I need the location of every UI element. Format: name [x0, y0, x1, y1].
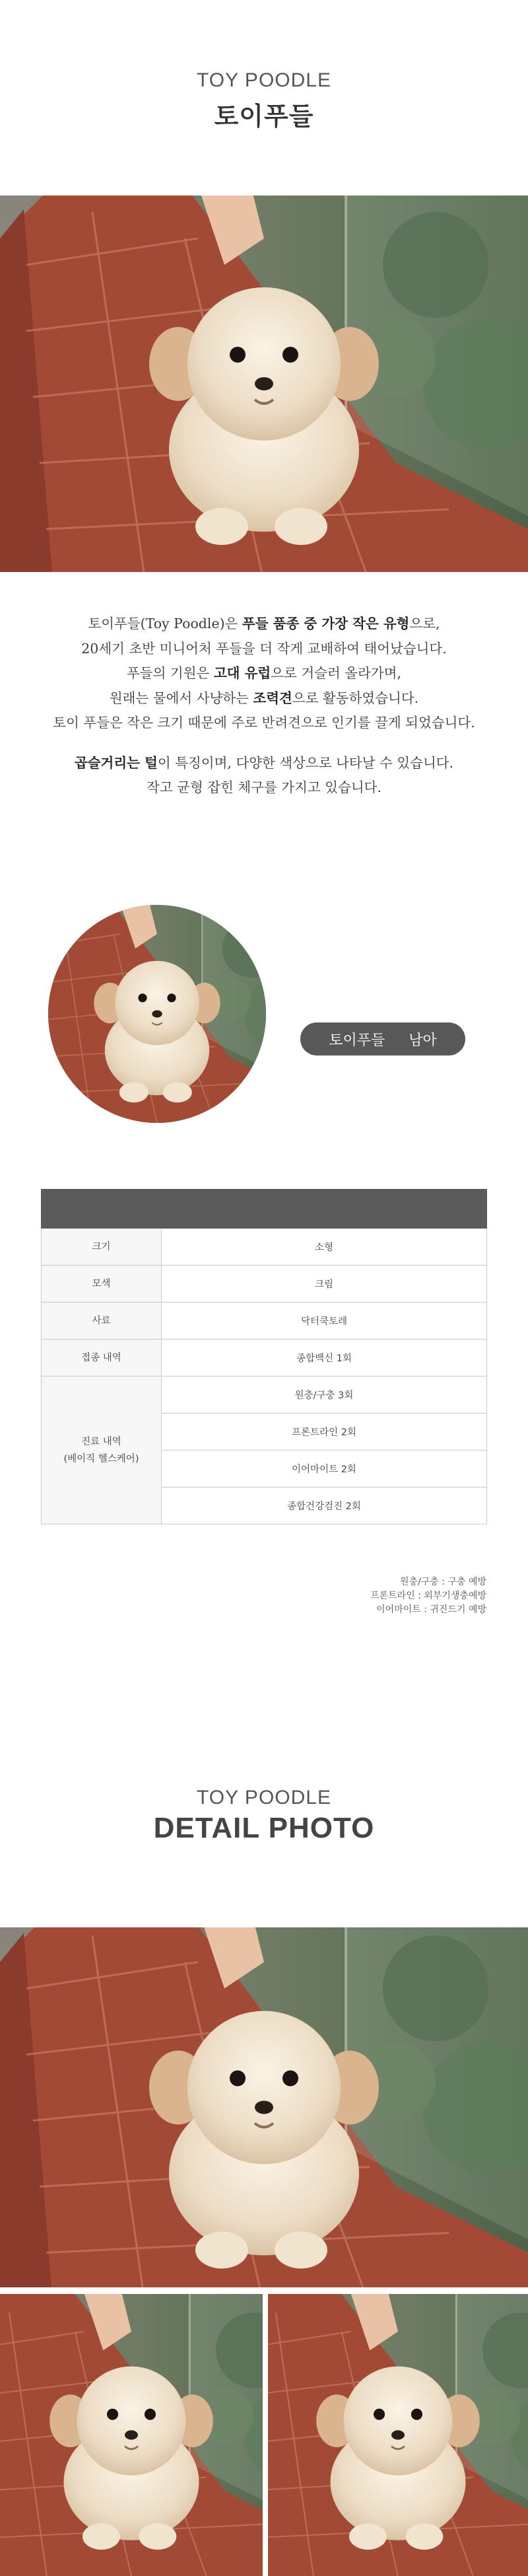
top-title-block	[0, 69, 528, 132]
top-ko-title: 토이푸들	[214, 102, 314, 131]
desc-line-3: 푸들의 기원은 고대 유럽으로 거슬러 올라가며,	[127, 665, 401, 681]
desc-line-5: 토이 푸들은 작은 크기 때문에 주로 반려견으로 인기를 끌게 되었습니다.	[53, 715, 475, 731]
desc-line-2: 20세기 초반 미니어처 푸들을 더 작게 교배하여 태어났습니다.	[81, 640, 447, 657]
desc-line-7: 작고 균형 잡힌 체구를 가지고 있습니다.	[147, 779, 381, 795]
care-notes	[370, 1575, 486, 1617]
detail-puppy-photo-right	[268, 2294, 528, 2576]
care-item: 이어마이트 2회	[162, 1450, 487, 1487]
care-item: 종합건강검진 2회	[162, 1487, 487, 1524]
care-item: 프론트라인 2회	[162, 1413, 487, 1450]
table-row	[42, 1377, 487, 1413]
table-header-cell	[42, 1190, 162, 1229]
breed-description	[26, 612, 502, 801]
row-value: 소형	[162, 1229, 487, 1266]
row-label: 모색	[42, 1266, 162, 1303]
note-line: 프론트라인 : 외부기생충예방	[370, 1591, 486, 1601]
detail-puppy-photo-large	[0, 1927, 528, 2287]
detail-en-title: DETAIL PHOTO	[153, 1812, 375, 1844]
table-row	[42, 1229, 487, 1266]
row-value: 종합백신 1회	[162, 1340, 487, 1377]
table-row	[42, 1266, 487, 1303]
row-label: 크기	[42, 1229, 162, 1266]
hero-puppy-photo	[0, 196, 528, 572]
table-row	[42, 1340, 487, 1377]
info-table	[41, 1189, 487, 1524]
note-line: 이어마이트 : 귀진드기 예방	[376, 1604, 486, 1615]
table-header-row	[42, 1190, 487, 1229]
profile-puppy-photo	[48, 905, 266, 1123]
breed-label: 토이푸들	[329, 1032, 385, 1049]
desc-line-1: 토이푸들(Toy Poodle)은 푸들 품종 중 가장 작은 유형으로,	[88, 616, 440, 631]
desc-line-4: 원래는 물에서 사냥하는 조력견으로 활동하였습니다.	[109, 690, 419, 706]
profile-badge	[300, 1022, 465, 1055]
row-value: 크림	[162, 1266, 487, 1303]
table-header-cell	[162, 1190, 487, 1229]
table-row	[42, 1303, 487, 1340]
detail-puppy-photo-left	[0, 2294, 263, 2576]
row-label: 사료	[42, 1303, 162, 1340]
detail-title-block	[0, 1787, 528, 1845]
sex-label: 남아	[409, 1032, 437, 1049]
care-label: 진료 내역 (베이직 헬스케어)	[42, 1377, 162, 1524]
care-item: 원충/구충 3회	[162, 1377, 487, 1413]
desc-line-6: 곱슬거리는 털이 특징이며, 다양한 색상으로 나타날 수 있습니다.	[74, 754, 454, 771]
note-line: 원충/구충 : 구충 예방	[400, 1577, 486, 1587]
row-label: 접종 내역	[42, 1340, 162, 1377]
top-en-subtitle: TOY POODLE	[197, 69, 331, 91]
detail-en-subtitle: TOY POODLE	[197, 1787, 331, 1808]
row-value: 닥터쿡토레	[162, 1303, 487, 1340]
